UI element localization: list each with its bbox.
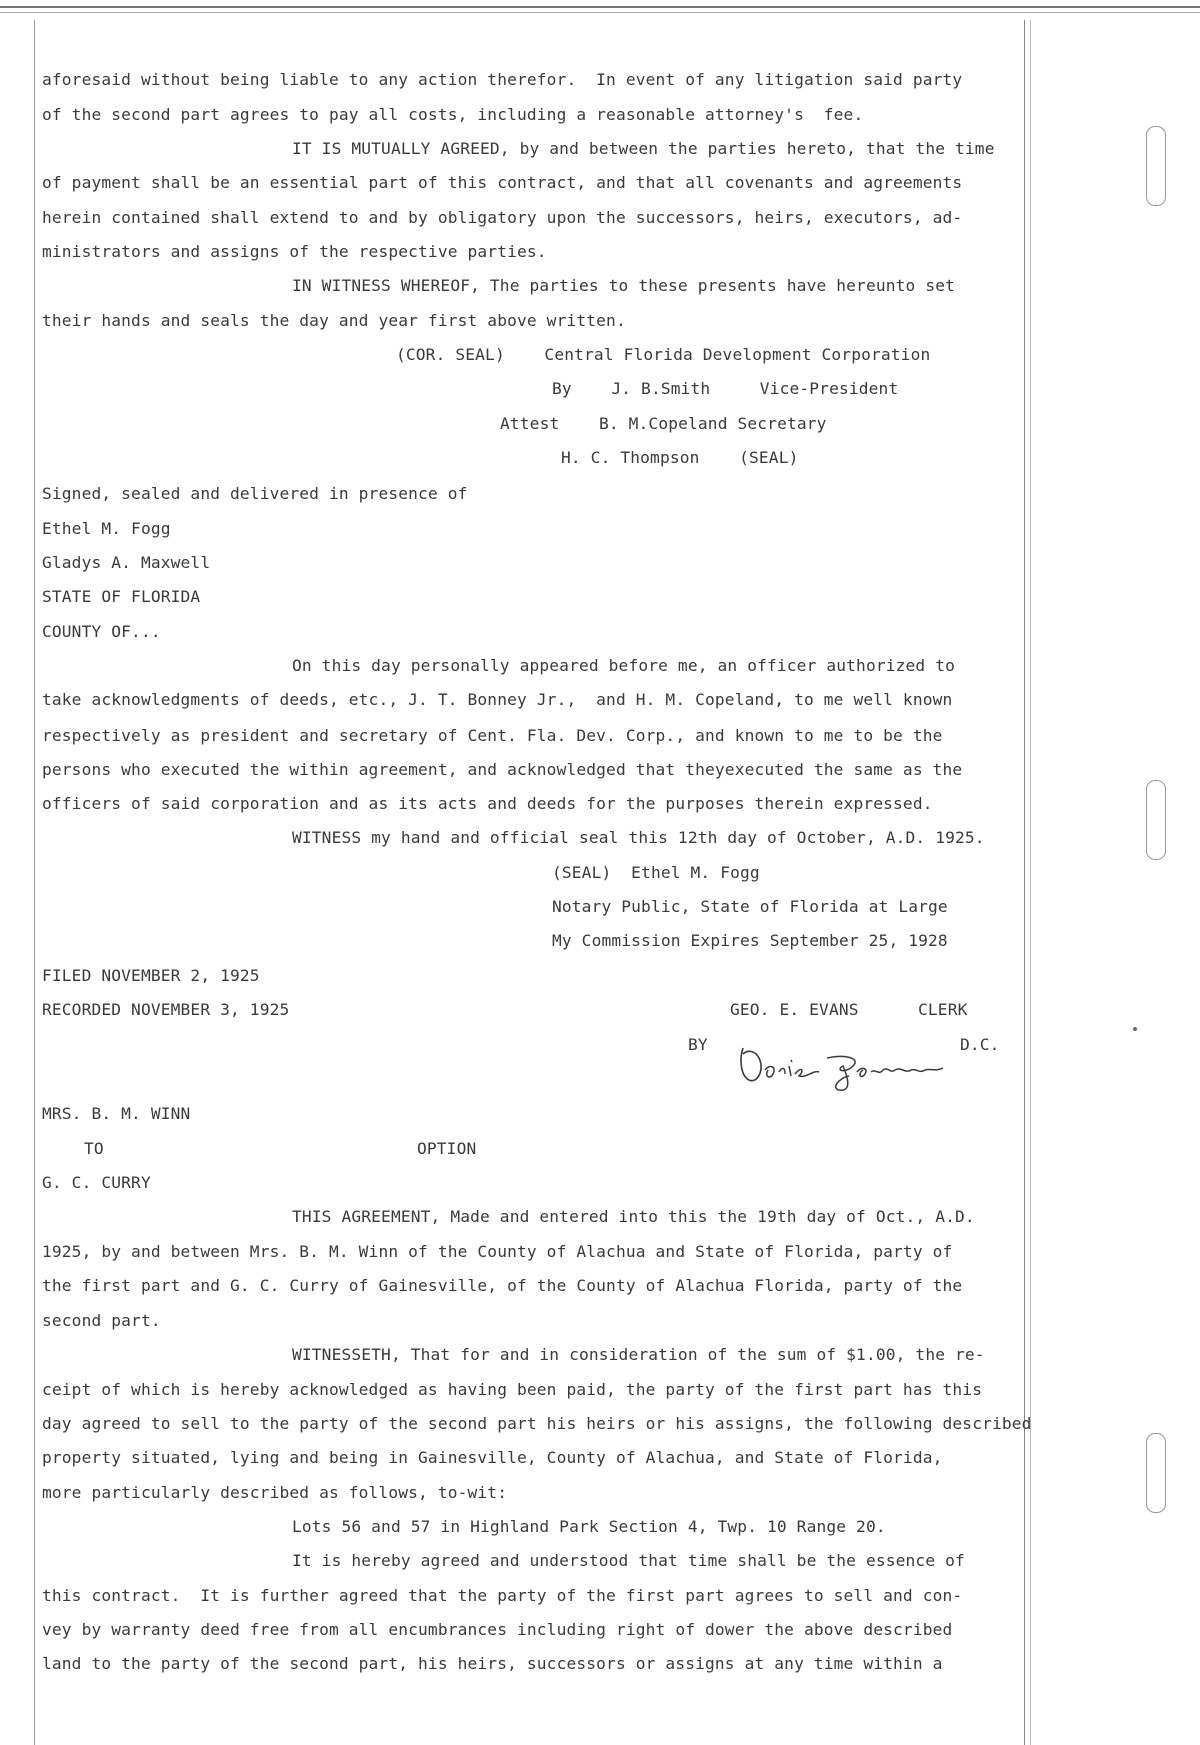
text-line: TO (84, 1139, 104, 1158)
right-margin-line-secondary (1030, 20, 1031, 1745)
text-line: On this day personally appeared before me, an officer authorized to (292, 656, 956, 675)
ink-speck (1133, 1027, 1137, 1031)
text-line: more particularly described as follows, to-wit: (42, 1483, 508, 1502)
text-line: Signed, sealed and delivered in presence of (42, 484, 468, 503)
text-line: MRS. B. M. WINN (42, 1104, 191, 1123)
left-margin-line (34, 20, 35, 1745)
text-line: STATE OF FLORIDA (42, 587, 201, 606)
text-line: day agreed to sell to the party of the second part his heirs or his assigns, the following described (42, 1414, 1032, 1433)
text-line: herein contained shall extend to and by obligatory upon the successors, heirs, executors, ad- (42, 208, 963, 227)
text-line: of the second part agrees to pay all costs, including a reasonable attorney's fee. (42, 105, 864, 124)
text-line: second part. (42, 1311, 161, 1330)
text-line: G. C. CURRY (42, 1173, 151, 1192)
text-line: RECORDED NOVEMBER 3, 1925 (42, 1000, 290, 1019)
text-line: WITNESS my hand and official seal this 12th day of October, A.D. 1925. (292, 828, 985, 847)
text-line: Ethel M. Fogg (42, 519, 171, 538)
top-border-line (0, 6, 1200, 8)
text-line: D.C. (960, 1035, 1000, 1054)
text-line: 1925, by and between Mrs. B. M. Winn of the County of Alachua and State of Florida, party of (42, 1242, 953, 1261)
clerk-signature-icon (735, 1040, 950, 1095)
text-line: ceipt of which is hereby acknowledged as having been paid, the party of the first part has this (42, 1380, 983, 1399)
text-line: land to the party of the second part, his heirs, successors or assigns at any time within a (42, 1654, 943, 1673)
text-line: officers of said corporation and as its acts and deeds for the purposes therein expressed. (42, 794, 933, 813)
text-line: OPTION (417, 1139, 477, 1158)
text-line: of payment shall be an essential part of this contract, and that all covenants and agreements (42, 173, 963, 192)
text-line: persons who executed the within agreement, and acknowledged that theyexecuted the same as the (42, 760, 963, 779)
text-line: My Commission Expires September 25, 1928 (552, 931, 948, 950)
text-line: FILED NOVEMBER 2, 1925 (42, 966, 260, 985)
text-line: It is hereby agreed and understood that time shall be the essence of (292, 1551, 965, 1570)
text-line: WITNESSETH, That for and in consideration of the sum of $1.00, the re- (292, 1345, 985, 1364)
text-line: respectively as president and secretary of Cent. Fla. Dev. Corp., and known to me to be the (42, 726, 943, 745)
text-line: vey by warranty deed free from all encumbrances including right of dower the above described (42, 1620, 953, 1639)
binder-hole-icon (1146, 126, 1166, 206)
text-line: Notary Public, State of Florida at Large (552, 897, 948, 916)
text-line: COUNTY OF... (42, 622, 161, 641)
text-line: GEO. E. EVANS CLERK (730, 1000, 968, 1019)
text-line: (SEAL) Ethel M. Fogg (552, 863, 760, 882)
text-line: IT IS MUTUALLY AGREED, by and between the parties hereto, that the time (292, 139, 995, 158)
right-margin-line (1024, 20, 1025, 1745)
text-line: BY (688, 1035, 708, 1054)
text-line: this contract. It is further agreed that the party of the first part agrees to sell and con- (42, 1586, 963, 1605)
text-line: Lots 56 and 57 in Highland Park Section 4, Twp. 10 Range 20. (292, 1517, 886, 1536)
text-line: By J. B.Smith Vice-President (552, 379, 899, 398)
text-line: Gladys A. Maxwell (42, 553, 211, 572)
text-line: the first part and G. C. Curry of Gainesville, of the County of Alachua Florida, party of the (42, 1276, 963, 1295)
text-line: ministrators and assigns of the respective parties. (42, 242, 547, 261)
text-line: (COR. SEAL) Central Florida Development Corporation (396, 345, 931, 364)
text-line: IN WITNESS WHEREOF, The parties to these presents have hereunto set (292, 276, 956, 295)
text-line: THIS AGREEMENT, Made and entered into this the 19th day of Oct., A.D. (292, 1207, 975, 1226)
text-line: their hands and seals the day and year first above written. (42, 311, 626, 330)
text-line: take acknowledgments of deeds, etc., J. T. Bonney Jr., and H. M. Copeland, to me well known (42, 690, 953, 709)
binder-hole-icon (1146, 1433, 1166, 1513)
top-border-line-secondary (0, 12, 1200, 13)
text-line: H. C. Thompson (SEAL) (561, 448, 799, 467)
text-line: aforesaid without being liable to any action therefor. In event of any litigation said party (42, 70, 963, 89)
text-line: Attest B. M.Copeland Secretary (500, 414, 827, 433)
text-line: property situated, lying and being in Gainesville, County of Alachua, and State of Florida, (42, 1448, 943, 1467)
binder-hole-icon (1146, 780, 1166, 860)
